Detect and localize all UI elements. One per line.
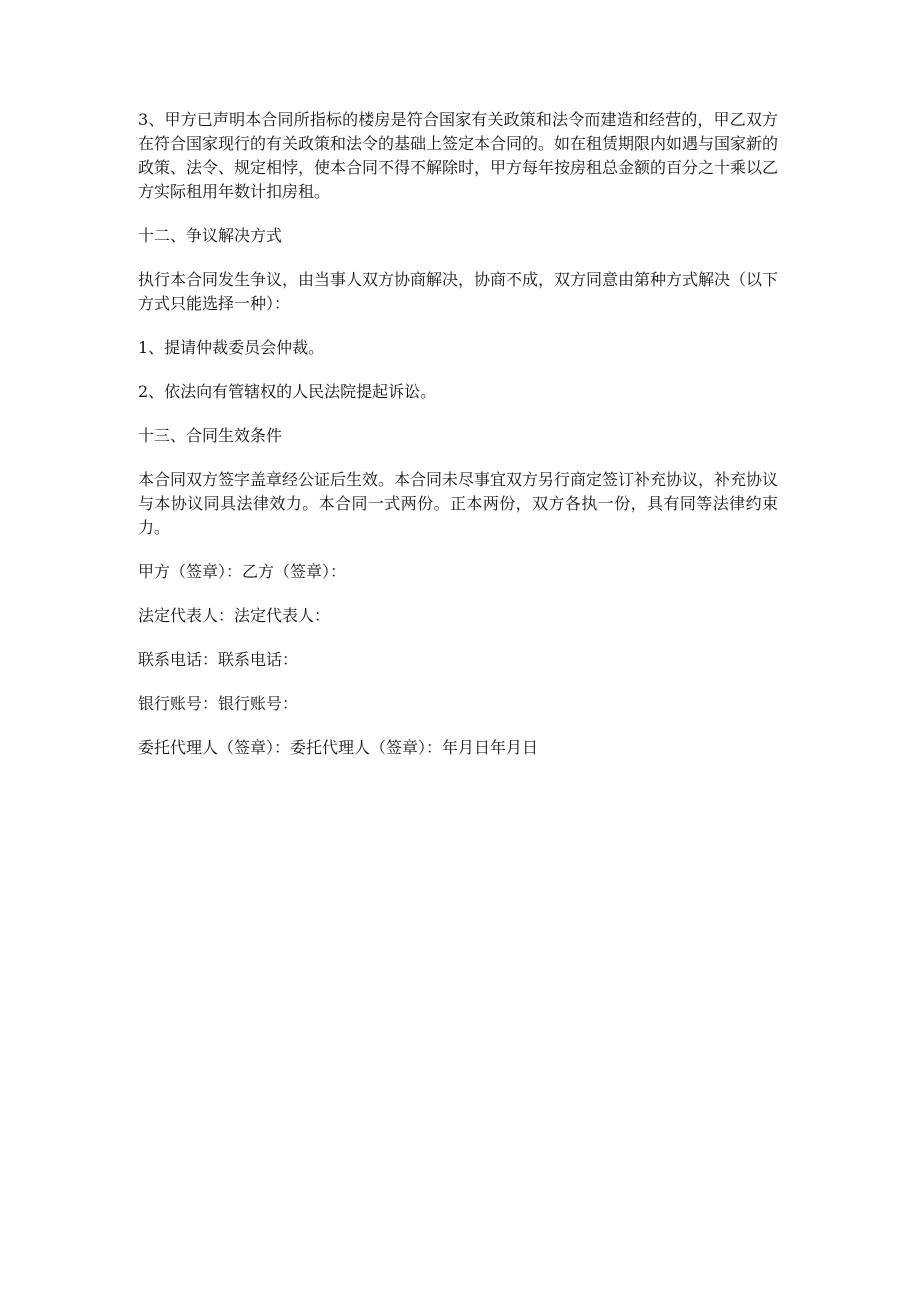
document-body — [138, 108, 778, 780]
effective-conditions-paragraph: 本合同双方签字盖章经公证后生效。本合同未尽事宜双方另行商定签订补充协议，补充协议与本协议同具法律效力。本合同一式两份。正本两份，双方各执一份，具有同等法律约束力。 — [138, 470, 779, 537]
signature-line-bank-account: 银行账号：银行账号： — [138, 694, 299, 713]
option-1-arbitration: 1、提请仲裁委员会仲裁。 — [138, 338, 325, 357]
section-12-heading: 十二、争议解决方式 — [138, 226, 283, 245]
clause-3-paragraph: 3、甲方已声明本合同所指标的楼房是符合国家有关政策和法令而建造和经营的，甲乙双方在符合国家现行的有关政策和法令的基础上签定本合同的。如在租赁期限内如遇与国家新的政策、法令、规定相悖，使本合同不得不解除时，甲方每年按房租总金额的百分之十乘以乙方实际租用年数计扣房租。 — [138, 110, 779, 201]
signature-line-parties: 甲方（签章）：乙方（签章）： — [138, 562, 347, 581]
dispute-resolution-paragraph: 执行本合同发生争议，由当事人双方协商解决，协商不成，双方同意由第种方式解决（以下方式只能选择一种）： — [138, 270, 779, 313]
section-13-heading: 十三、合同生效条件 — [138, 426, 283, 445]
signature-line-legal-rep: 法定代表人：法定代表人： — [138, 606, 331, 625]
signature-line-agent-date: 委托代理人（签章）：委托代理人（签章）：年月日年月日 — [138, 738, 539, 757]
signature-line-phone: 联系电话：联系电话： — [138, 650, 299, 669]
option-2-litigation: 2、依法向有管辖权的人民法院提起诉讼。 — [138, 382, 437, 401]
